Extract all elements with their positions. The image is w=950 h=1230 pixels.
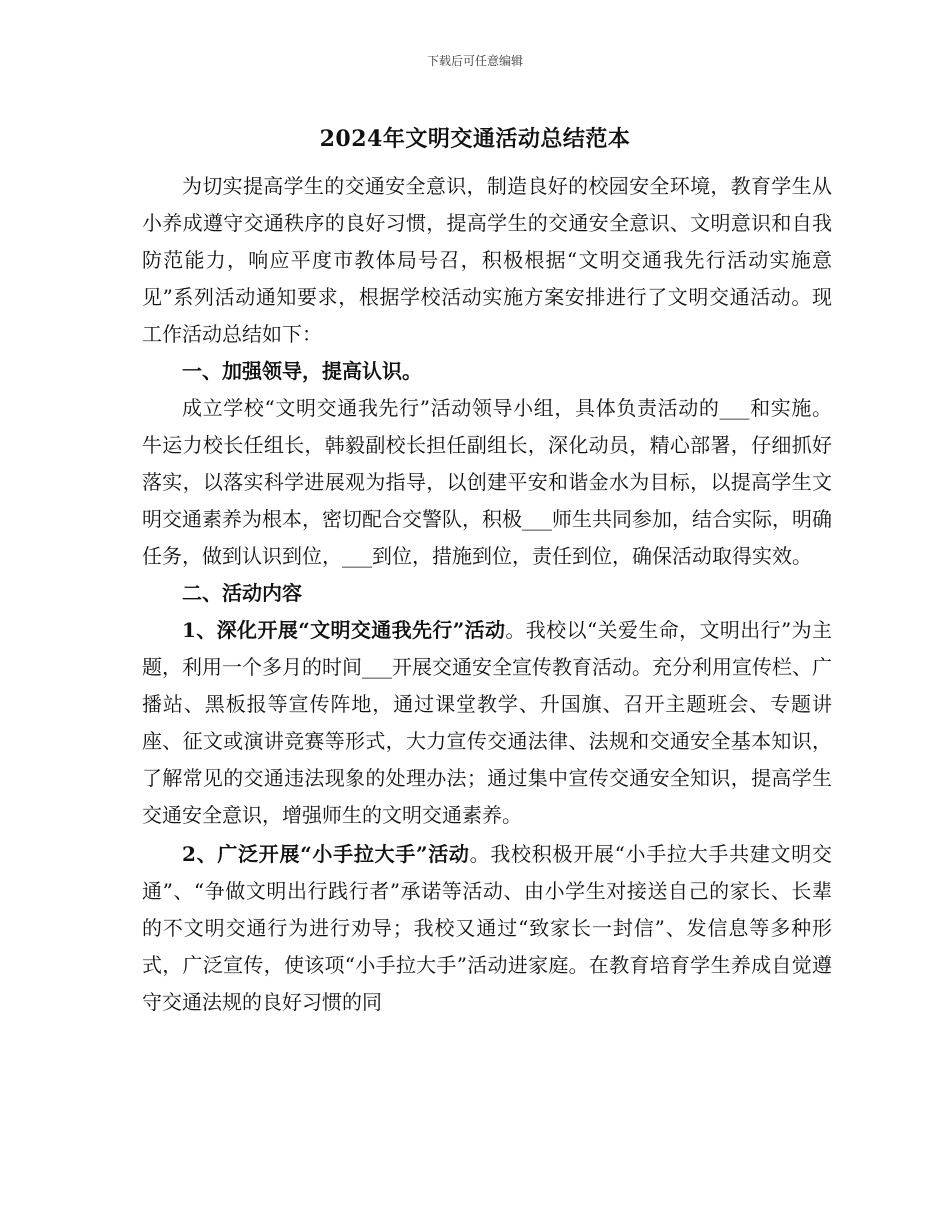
activity-item-2 (142, 836, 832, 1021)
activity-item-1 (142, 612, 832, 834)
intro-paragraph: 为切实提高学生的交通安全意识，制造良好的校园安全环境，教育学生从小养成遵守交通秩序的良好习惯，提高学生的交通安全意识、文明意识和自我防范能力，响应平度市教体局号召，积极根据“文明交通我先行活动实施意见”系列活动通知要求，根据学校活动实施方案安排进行了文明交通活动。现工作活动总结如下： (142, 174, 832, 346)
section-heading-2: 二、活动内容 (182, 581, 302, 605)
section-heading-1: 一、加强领导，提高认识。 (182, 359, 422, 383)
page-header: 下载后可任意编辑 (426, 54, 523, 68)
activity-item-1-text: 。我校以“关爱生命，文明出行”为主题，利用一个多月的时间___开展交通安全宣传教育活动。充分利用宣传栏、广播站、黑板报等宣传阵地，通过课堂教学、升国旗、召开主题班会、专题讲座、征文或演讲竞赛等形式，大力宣传交通法律、法规和交通安全基本知识，了解常见的交通违法现象的处理办法；通过集中宣传交通安全知识，提高学生交通安全意识，增强师生的文明交通素养。 (142, 618, 832, 827)
section-1-paragraph: 成立学校“文明交通我先行”活动领导小组，具体负责活动的___和实施。牛运力校长任组长，韩毅副校长担任副组长，深化动员，精心部署，仔细抓好落实，以落实科学进展观为指导，以创建平安和谐金水为目标，以提高学生文明交通素养为根本，密切配合交警队，积极___师生共同参加，结合实际，明确任务，做到认识到位，___到位，措施到位，责任到位，确保活动取得实效。 (142, 396, 832, 568)
document-title: 2024年文明交通活动总结范本 (319, 126, 631, 152)
activity-item-1-title: 1、深化开展“文明交通我先行”活动 (182, 618, 506, 642)
document-body (142, 168, 832, 1021)
activity-item-2-title: 2、广泛开展“小手拉大手”活动 (182, 842, 470, 866)
activity-item-2-text: 。我校积极开展“小手拉大手共建文明交通”、“争做文明出行践行者”承诺等活动、由小学生对接送自己的家长、长辈的不文明交通行为进行劝导；我校又通过“致家长一封信”、发信息等多种形式，广泛宣传，使该项“小手拉大手”活动进家庭。在教育培育学生养成自觉遵守交通法规的良好习惯的同 (142, 842, 832, 1014)
